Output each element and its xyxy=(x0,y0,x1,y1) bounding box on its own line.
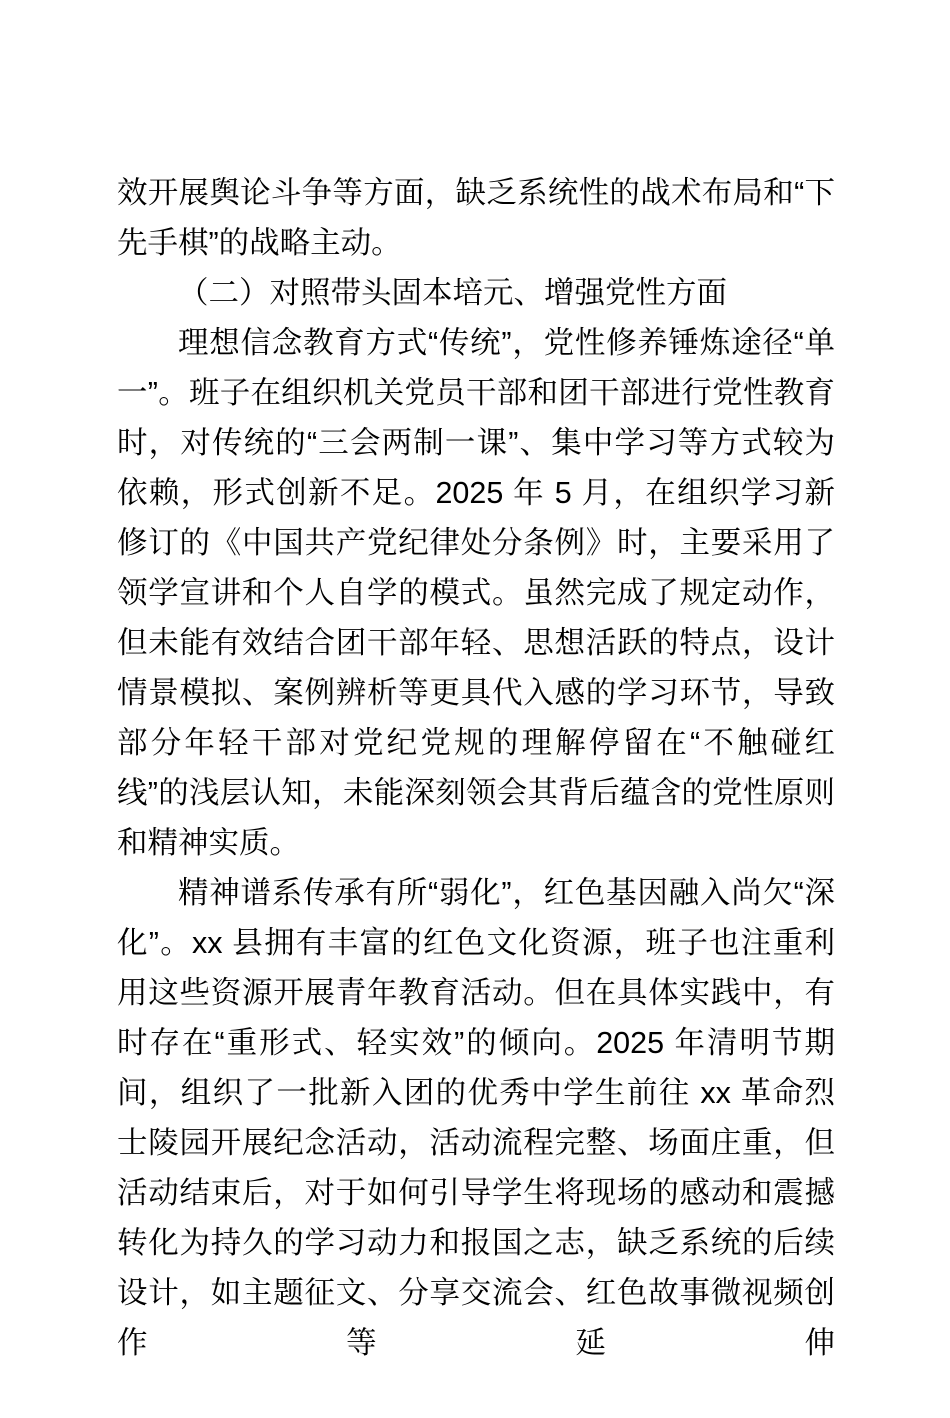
document-text-body xyxy=(117,168,835,1418)
paragraph-ideal-belief-education: 理想信念教育方式“传统”，党性修养锤炼途径“单一”。班子在组织机关党员干部和团干部进行党性教育时，对传统的“三会两制一课”、集中学习等方式较为依赖，形式创新不足。2025 年 5 月，在组织学习新修订的《中国共产党纪律处分条例》时，主要采用了领学宣讲和个人自学的模式。虽然完成了规定动作，但未能有效结合团干部年轻、思想活跃的特点，设计情景模拟、案例辨析等更具代入感的学习环节，导致部分年轻干部对党纪党规的理解停留在“不触碰红线”的浅层认知，未能深刻领会其背后蕴含的党性原则和精神实质。 xyxy=(117,326,835,860)
paragraph-spirit-lineage: 精神谱系传承有所“弱化”，红色基因融入尚欠“深化”。xx 县拥有丰富的红色文化资源，班子也注重利用这些资源开展青年教育活动。但在具体实践中，有时存在“重形式、轻实效”的倾向。2025 年清明节期间，组织了一批新入团的优秀中学生前往 xx 革命烈士陵园开展纪念活动，活动流程完整、场面庄重，但活动结束后，对于如何引导学生将现场的感动和震撼转化为持久的学习动力和报国之志，缺乏系统的后续设计，如主题征文、分享交流会、红色故事微视频创作等延伸 xyxy=(117,876,835,1360)
paragraph-continuation: 效开展舆论斗争等方面，缺乏系统性的战术布局和“下先手棋”的战略主动。 xyxy=(117,176,835,260)
paragraph-heading-section-two: （二）对照带头固本培元、增强党性方面 xyxy=(178,276,727,310)
